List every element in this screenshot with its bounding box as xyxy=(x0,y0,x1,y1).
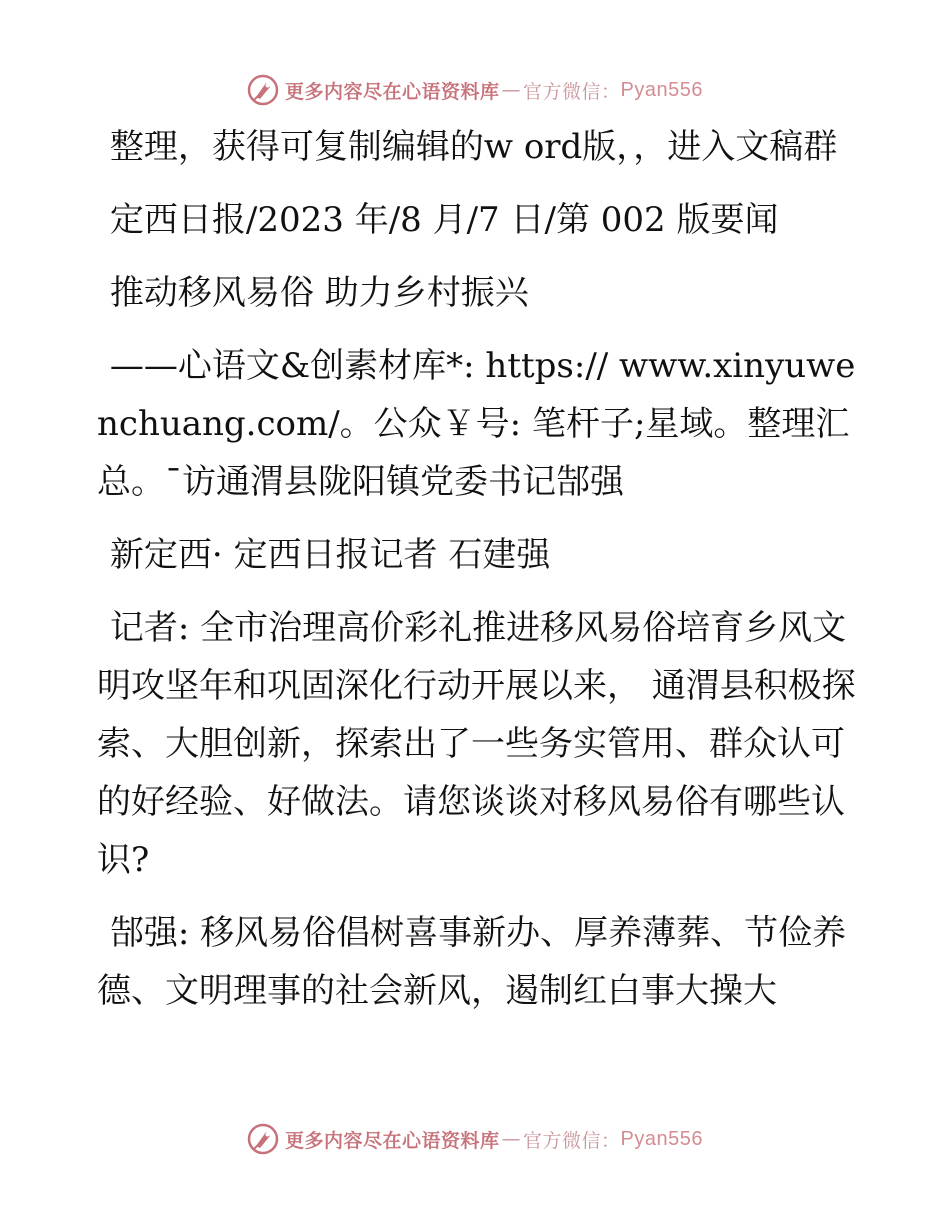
paragraph-1: 整理，获得可复制编辑的w ord版，，进入文稿群 xyxy=(109,127,838,167)
watermark-dash: — xyxy=(501,79,522,101)
watermark-main-text: 更多内容尽在心语资料库 xyxy=(285,1129,500,1152)
header-watermark xyxy=(0,68,950,112)
paragraph-answer: 郜强: 移风易俗倡树喜事新办、厚养薄葬、节俭养德、文明理事的社会新风，遏制红白事大操大 xyxy=(97,913,847,1011)
paragraph-4: ——心语文&创素材库*: https:// www.xinyuwenchuang.com/。公众￥号: 笔杆子;星域。整理汇总。¯访通渭县陇阳镇党委书记郜强 xyxy=(97,346,856,502)
watermark-sub-text: 官方微信： xyxy=(523,80,621,103)
article-title: 推动移风易俗 助力乡村振兴 xyxy=(109,273,529,313)
watermark-account: Pyan556 xyxy=(620,78,703,101)
byline: 新定西· 定西日报记者 石建强 xyxy=(109,535,551,575)
paragraph-question: 记者: 全市治理高价彩礼推进移风易俗培育乡风文明攻坚年和巩固深化行动开展以来， 通渭县积极探索、大胆创新，探索出了一些务实管用、群众认可的好经验、好做法。请您谈谈对移风易俗有哪些认识? xyxy=(97,608,856,880)
pen-nib-logo-icon xyxy=(247,74,279,106)
pen-nib-logo-icon xyxy=(247,1123,279,1155)
document-body xyxy=(97,118,857,1020)
watermark-dash: — xyxy=(501,1128,522,1150)
watermark-main-text: 更多内容尽在心语资料库 xyxy=(285,80,500,103)
watermark-sub-text: 官方微信： xyxy=(523,1129,621,1152)
footer-watermark xyxy=(0,1117,950,1161)
paragraph-2: 定西日报/2023 年/8 月/7 日/第 002 版要闻 xyxy=(109,200,779,240)
watermark-account: Pyan556 xyxy=(620,1127,703,1150)
